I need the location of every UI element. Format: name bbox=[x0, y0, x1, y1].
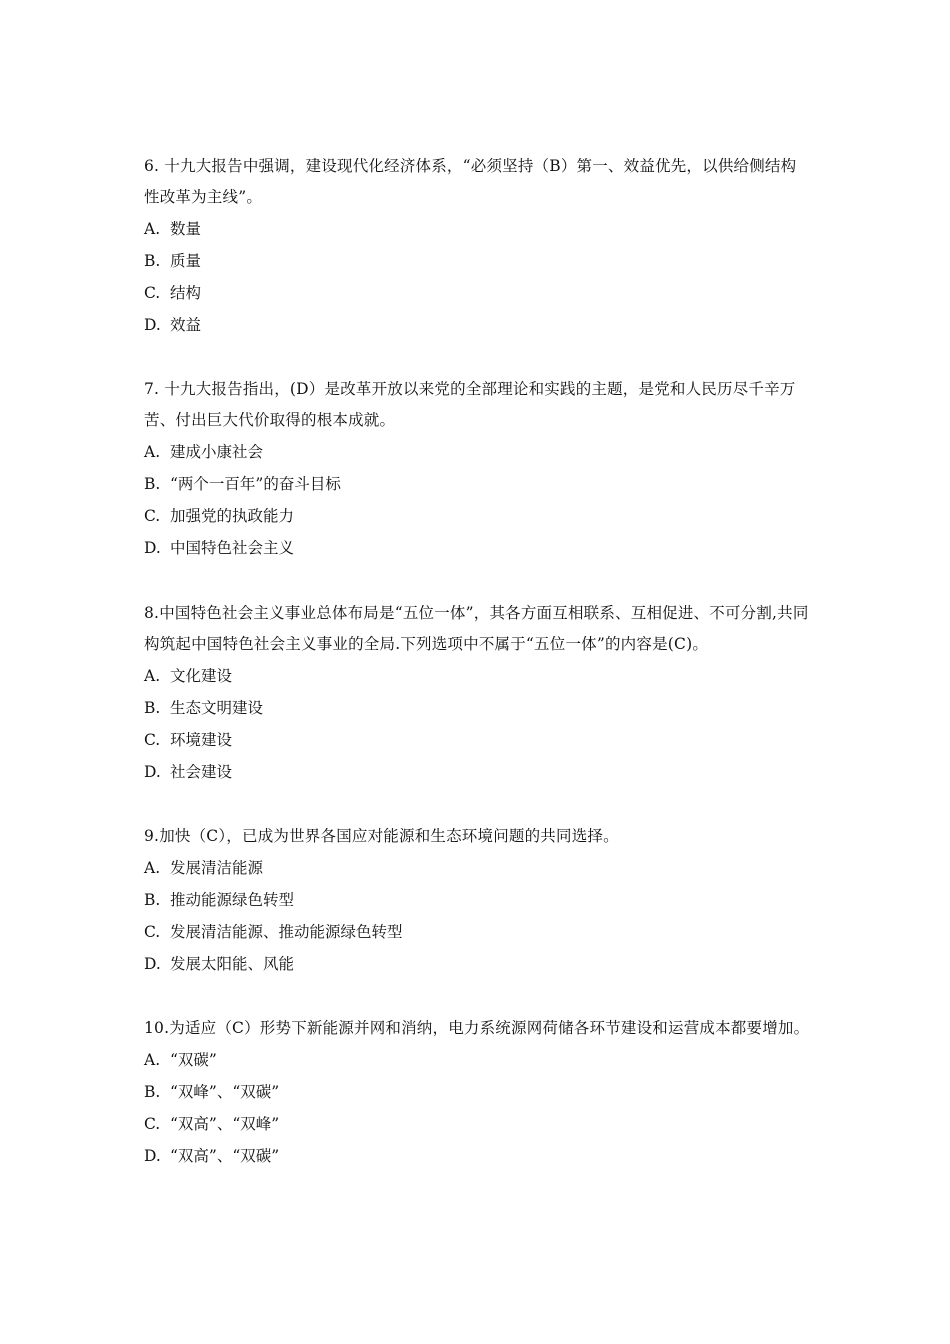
option-text: 发展清洁能源 bbox=[170, 859, 264, 877]
option-letter: A. bbox=[144, 220, 161, 238]
option-letter: A. bbox=[144, 859, 161, 877]
option-letter: B. bbox=[144, 891, 161, 909]
option-letter: C. bbox=[144, 284, 161, 302]
option-text: “双高”、“双峰” bbox=[170, 1115, 280, 1133]
option-text: “双高”、“双碳” bbox=[170, 1147, 280, 1165]
option-letter: A. bbox=[144, 1051, 161, 1069]
option-a bbox=[144, 436, 812, 468]
option-d bbox=[144, 1140, 812, 1172]
option-letter: B. bbox=[144, 475, 161, 493]
question-text: 7. 十九大报告指出，(D）是改革开放以来党的全部理论和实践的主题，是党和人民历尽千辛万苦、付出巨大代价取得的根本成就。 bbox=[144, 380, 796, 429]
option-text: 生态文明建设 bbox=[170, 699, 264, 717]
option-text: 效益 bbox=[170, 316, 202, 334]
option-text: 结构 bbox=[170, 284, 202, 302]
option-a bbox=[144, 1044, 812, 1076]
question-text: 9.加快（C），已成为世界各国应对能源和生态环境问题的共同选择。 bbox=[144, 827, 619, 845]
option-b bbox=[144, 468, 812, 500]
option-c bbox=[144, 916, 812, 948]
option-text: 建成小康社会 bbox=[170, 443, 264, 461]
option-d bbox=[144, 756, 812, 788]
option-letter: D. bbox=[144, 955, 161, 973]
option-letter: D. bbox=[144, 763, 161, 781]
question-6 bbox=[144, 151, 812, 341]
option-a bbox=[144, 660, 812, 692]
option-b bbox=[144, 692, 812, 724]
option-letter: B. bbox=[144, 1083, 161, 1101]
option-letter: A. bbox=[144, 443, 161, 461]
question-text: 8.中国特色社会主义事业总体布局是“五位一体”，其各方面互相联系、互相促进、不可分割,共同构筑起中国特色社会主义事业的全局.下列选项中不属于“五位一体”的内容是(C)。 bbox=[144, 604, 809, 653]
options-list bbox=[144, 852, 812, 980]
option-text: 社会建设 bbox=[170, 763, 233, 781]
option-text: 文化建设 bbox=[170, 667, 233, 685]
option-text: 发展太阳能、风能 bbox=[170, 955, 295, 973]
option-text: 推动能源绿色转型 bbox=[170, 891, 295, 909]
options-list bbox=[144, 436, 812, 564]
option-a bbox=[144, 213, 812, 245]
option-b bbox=[144, 245, 812, 277]
options-list bbox=[144, 213, 812, 341]
option-letter: C. bbox=[144, 731, 161, 749]
options-list bbox=[144, 660, 812, 788]
question-text: 6. 十九大报告中强调，建设现代化经济体系，“必须坚持（B）第一、效益优先，以供给侧结构性改革为主线”。 bbox=[144, 157, 797, 206]
option-letter: D. bbox=[144, 539, 161, 557]
option-text: 加强党的执政能力 bbox=[170, 507, 295, 525]
question-10 bbox=[144, 1013, 812, 1172]
option-c bbox=[144, 500, 812, 532]
question-text: 10.为适应（C）形势下新能源并网和消纳，电力系统源网荷储各环节建设和运营成本都要增加。 bbox=[144, 1019, 810, 1037]
option-c bbox=[144, 277, 812, 309]
option-text: 环境建设 bbox=[170, 731, 233, 749]
question-8 bbox=[144, 598, 812, 788]
option-b bbox=[144, 884, 812, 916]
option-text: 质量 bbox=[170, 252, 202, 270]
option-letter: B. bbox=[144, 252, 161, 270]
option-text: “双峰”、“双碳” bbox=[170, 1083, 280, 1101]
option-text: 数量 bbox=[170, 220, 202, 238]
question-9 bbox=[144, 821, 812, 980]
option-text: 发展清洁能源、推动能源绿色转型 bbox=[170, 923, 403, 941]
option-text: 中国特色社会主义 bbox=[170, 539, 295, 557]
options-list bbox=[144, 1044, 812, 1172]
option-text: “两个一百年”的奋斗目标 bbox=[170, 475, 341, 493]
option-b bbox=[144, 1076, 812, 1108]
option-d bbox=[144, 948, 812, 980]
option-letter: C. bbox=[144, 1115, 161, 1133]
option-c bbox=[144, 1108, 812, 1140]
option-letter: D. bbox=[144, 1147, 161, 1165]
option-letter: C. bbox=[144, 507, 161, 525]
option-letter: B. bbox=[144, 699, 161, 717]
option-d bbox=[144, 532, 812, 564]
question-7 bbox=[144, 374, 812, 564]
option-a bbox=[144, 852, 812, 884]
option-letter: D. bbox=[144, 316, 161, 334]
option-letter: C. bbox=[144, 923, 161, 941]
option-d bbox=[144, 309, 812, 341]
option-letter: A. bbox=[144, 667, 161, 685]
option-text: “双碳” bbox=[170, 1051, 217, 1069]
option-c bbox=[144, 724, 812, 756]
